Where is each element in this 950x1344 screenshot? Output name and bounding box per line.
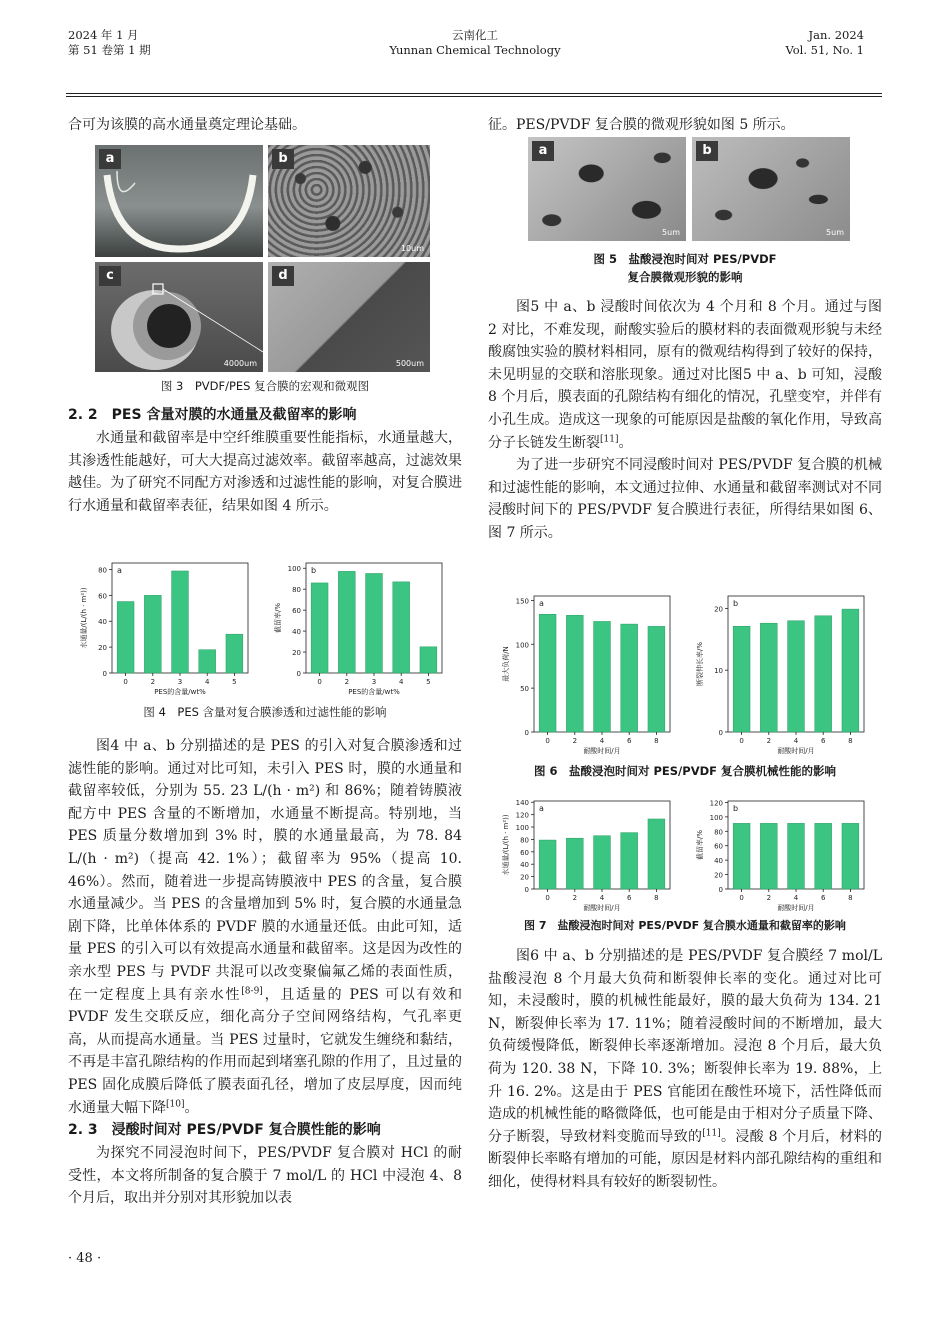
header-volume-en: Vol. 51, No. 1 xyxy=(785,43,864,57)
fig5-label-a: a xyxy=(532,141,554,161)
fig6-caption: 图 6 盐酸浸泡时间对 PES/PVDF 复合膜机械性能的影响 xyxy=(533,764,836,778)
y-axis-label: 水通量/(L/(h · m²)) xyxy=(80,587,88,649)
header-date-en: Jan. 2024 xyxy=(808,28,864,42)
x-axis-label: 耐酸时间/月 xyxy=(583,904,621,912)
y-tick-label: 20 xyxy=(714,605,723,614)
bar xyxy=(594,836,611,889)
fig5-photo-b xyxy=(692,137,850,241)
bar xyxy=(338,571,355,673)
x-axis-label: PES的含量/wt% xyxy=(154,688,206,696)
x-axis-label: 耐酸时间/月 xyxy=(777,747,815,755)
y-tick-label: 0 xyxy=(718,886,723,894)
x-tick-label: 4 xyxy=(398,678,404,686)
fig3-label-b: b xyxy=(272,149,294,169)
x-tick-label: 2 xyxy=(150,678,156,686)
y-tick-label: 140 xyxy=(515,799,529,808)
bar xyxy=(311,583,328,673)
fig3-scale-c: 4000um xyxy=(223,359,257,368)
fig4b-chart xyxy=(270,555,450,701)
x-tick-label: 0 xyxy=(739,894,744,902)
bar xyxy=(117,602,134,673)
y-tick-label: 100 xyxy=(515,641,529,650)
fig7b-chart xyxy=(692,793,872,917)
y-tick-label: 120 xyxy=(709,799,723,808)
fig3-scale-d: 500um xyxy=(395,359,424,368)
x-tick-label: 6 xyxy=(626,737,632,745)
x-tick-label: 8 xyxy=(654,737,659,745)
y-axis-label: 断裂伸长率/% xyxy=(696,641,704,687)
y-tick-label: 80 xyxy=(520,836,529,845)
x-tick-label: 0 xyxy=(739,737,744,745)
x-tick-label: 3 xyxy=(177,678,183,686)
fig3-scale-b: 10um xyxy=(400,244,424,253)
fig5-caption xyxy=(488,250,882,286)
bar xyxy=(539,840,556,889)
y-tick-label: 0 xyxy=(296,670,301,678)
x-axis-label: PES的含量/wt% xyxy=(348,688,400,696)
x-tick-label: 0 xyxy=(123,678,128,686)
fig3-label-a: a xyxy=(99,149,121,169)
fig3-photo-c xyxy=(95,262,263,372)
text-run: 图4 中 a、b 分别描述的是 PES 的引入对复合膜渗透和过滤性能的影响。通过对比可知，未引入 PES 时，膜的水通量和截留率较低，分别为 55. 23 L/(h · m²) 和 86%；随着铸膜液配方中 PES 含量的不断增加，水通量不断提高。特别地，当 PES 质量分数增加到 3% 时，膜的水通量最高，为 78. 84 L/(h · m²)（提高 42. 1%）；截留率为 95%（提高 10. 46%）。然而，随着进一步提高铸膜液中 PES 的含量，复合膜水通量减少。当 PES 的含量增加到 5% 时，复合膜的水通量急剧下降，比单体体系的 PVDF 膜的水通量还低。由此可知，适量 PES 的引入可以有效提高水通量和截留率。这是因为改性的亲水型 PES 与 PVDF 共混可以改变聚偏氟乙烯的表面性质，在一定程度上具有亲水性 xyxy=(68,738,462,1003)
bar xyxy=(420,647,437,673)
bar xyxy=(815,616,832,732)
y-tick-label: 20 xyxy=(520,873,529,882)
x-tick-label: 2 xyxy=(766,894,772,902)
y-tick-label: 60 xyxy=(520,848,529,857)
left-column-body xyxy=(68,735,462,1210)
x-axis-label: 耐酸时间/月 xyxy=(777,904,815,912)
paragraph xyxy=(488,296,882,454)
y-tick-label: 60 xyxy=(714,842,723,851)
right-column-top xyxy=(488,114,882,137)
fig3-label-d: d xyxy=(272,266,294,286)
bar xyxy=(566,615,583,732)
x-tick-label: 2 xyxy=(344,678,350,686)
bar xyxy=(621,833,638,889)
y-tick-label: 40 xyxy=(714,857,723,866)
y-tick-label: 20 xyxy=(98,644,107,653)
y-tick-label: 50 xyxy=(520,685,529,694)
x-tick-label: 0 xyxy=(317,678,322,686)
bar xyxy=(760,823,777,889)
x-tick-label: 2 xyxy=(572,894,578,902)
paragraph: 水通量和截留率是中空纤维膜重要性能指标，水通量越大，其渗透性能越好，可大大提高过滤效率。截留率越高，过滤效果越佳。为了研究不同配方对渗透和过滤性能的影响，对复合膜进行水通量和截留率表征，结果如图 4 所示。 xyxy=(68,430,462,514)
citation: [11] xyxy=(702,1128,721,1139)
x-tick-label: 6 xyxy=(626,894,632,902)
x-tick-label: 4 xyxy=(793,894,799,902)
bar xyxy=(393,582,410,673)
bar xyxy=(842,609,859,732)
x-axis-label: 耐酸时间/月 xyxy=(583,747,621,755)
fig5-caption-line2: 复合膜微观形貌的影响 xyxy=(627,270,743,284)
fig4a-chart xyxy=(76,555,256,701)
x-tick-label: 8 xyxy=(848,894,853,902)
fig3-label-c: c xyxy=(99,266,121,286)
fig5-caption-line1: 图 5 盐酸浸泡时间对 PES/PVDF xyxy=(593,252,777,266)
fig3-photo-a xyxy=(95,145,263,257)
y-tick-label: 80 xyxy=(98,566,107,575)
fig5-scale-a: 5um xyxy=(662,228,680,237)
bar xyxy=(621,624,638,732)
x-tick-label: 2 xyxy=(766,737,772,745)
text-run: ，且适量的 PES 可以有效和 PVDF 发生交联反应，细化高分子空间网络结构，气孔率更高，从而提高水通量。当 PES 过量时，它就发生缠绕和黏结，不再是丰富孔隙结构的作用而起到堵塞孔隙的作用了，且过量的 PES 固化成膜后降低了膜表面孔径，增加了皮层厚度，因而纯水通量大幅下降 xyxy=(68,986,462,1116)
journal-date-en xyxy=(785,28,864,58)
y-tick-label: 20 xyxy=(292,649,301,658)
fig4-caption: 图 4 PES 含量对复合膜渗透和过滤性能的影响 xyxy=(143,705,387,719)
x-tick-label: 5 xyxy=(232,678,237,686)
y-tick-label: 120 xyxy=(515,811,529,820)
x-tick-label: 6 xyxy=(820,737,826,745)
paragraph xyxy=(488,945,882,1194)
panel-label: b xyxy=(733,599,739,608)
x-tick-label: 4 xyxy=(793,737,799,745)
y-tick-label: 60 xyxy=(292,607,301,616)
y-tick-label: 10 xyxy=(714,667,723,676)
y-axis-label: 截留率/% xyxy=(696,829,704,861)
x-tick-label: 2 xyxy=(572,737,578,745)
y-tick-label: 80 xyxy=(292,586,301,595)
y-axis-label: 最大负荷/N xyxy=(502,646,510,682)
paragraph xyxy=(68,735,462,1119)
section-heading-2-2: 2. 2 PES 含量对膜的水通量及截留率的影响 xyxy=(68,407,357,423)
panel-label: a xyxy=(539,599,544,608)
x-tick-label: 6 xyxy=(820,894,826,902)
fig5-scale-b: 5um xyxy=(826,228,844,237)
y-tick-label: 80 xyxy=(714,828,723,837)
bar xyxy=(172,571,189,673)
bar xyxy=(144,595,161,673)
y-tick-label: 0 xyxy=(718,729,723,737)
fig5-photo-a xyxy=(528,137,686,241)
text-run: 。 xyxy=(184,1099,199,1116)
x-tick-label: 8 xyxy=(654,894,659,902)
citation: [11] xyxy=(600,433,619,444)
bar xyxy=(788,823,805,889)
header-rule xyxy=(66,93,882,94)
y-tick-label: 40 xyxy=(520,861,529,870)
right-column-body-2 xyxy=(488,945,882,1194)
citation: [8-9] xyxy=(241,985,263,996)
paragraph: 合可为该膜的高水通量奠定理论基础。 xyxy=(68,117,306,133)
panel-label: b xyxy=(733,804,739,813)
bar xyxy=(226,634,243,673)
header-journal-en: Yunnan Chemical Technology xyxy=(389,43,561,57)
panel-label: b xyxy=(311,566,317,575)
x-tick-label: 0 xyxy=(545,894,550,902)
fig3-photo-b xyxy=(268,145,430,257)
bar xyxy=(539,614,556,732)
fig3-caption: 图 3 PVDF/PES 复合膜的宏观和微观图 xyxy=(160,379,370,393)
bar xyxy=(788,621,805,732)
fig7-caption: 图 7 盐酸浸泡时间对 PES/PVDF 复合膜水通量和截留率的影响 xyxy=(524,919,846,932)
citation: [10] xyxy=(166,1098,185,1109)
bar xyxy=(815,823,832,889)
fig3-photo-d xyxy=(268,262,430,372)
x-tick-label: 4 xyxy=(204,678,210,686)
y-tick-label: 20 xyxy=(714,871,723,880)
y-axis-label: 截留率/% xyxy=(274,602,282,634)
x-tick-label: 4 xyxy=(599,894,605,902)
header-journal-cn: 云南化工 xyxy=(452,28,498,42)
header-rule-2 xyxy=(66,96,882,97)
fig6a-chart xyxy=(498,588,678,760)
x-tick-label: 8 xyxy=(848,737,853,745)
right-column-body-1 xyxy=(488,296,882,545)
x-tick-label: 5 xyxy=(426,678,431,686)
left-column-top xyxy=(68,114,462,137)
bar xyxy=(366,573,383,673)
bar xyxy=(199,650,216,673)
y-tick-label: 0 xyxy=(524,729,529,737)
bar xyxy=(842,823,859,889)
paragraph: 征。PES/PVDF 复合膜的微观形貌如图 5 所示。 xyxy=(488,117,795,133)
y-tick-label: 100 xyxy=(287,565,301,574)
paragraph: 为探究不同浸泡时间下，PES/PVDF 复合膜对 HCl 的耐受性，本文将所制备的复合膜于 7 mol/L 的 HCl 中浸泡 4、8 个月后，取出并分别对其形貌加以表 xyxy=(68,1145,462,1207)
y-tick-label: 150 xyxy=(515,597,529,606)
y-tick-label: 100 xyxy=(515,824,529,833)
bar xyxy=(594,621,611,732)
y-tick-label: 0 xyxy=(524,886,529,894)
fig5-label-b: b xyxy=(696,141,718,161)
left-column-section-2-2 xyxy=(68,404,462,517)
bar xyxy=(648,819,665,889)
header-volume: 第 51 卷第 1 期 xyxy=(68,43,151,57)
y-tick-label: 40 xyxy=(98,618,107,627)
y-tick-label: 0 xyxy=(102,670,107,678)
x-tick-label: 0 xyxy=(545,737,550,745)
y-tick-label: 40 xyxy=(292,628,301,637)
fig7a-chart xyxy=(498,793,678,917)
text-run: 图5 中 a、b 浸酸时间依次为 4 个月和 8 个月。通过与图 2 对比，不难发现，耐酸实验后的膜材料的表面微观形貌与未经酸腐蚀实验的膜材料相同，原有的微观结构得到了较好的保持，未见明显的交联和溶胀现象。通过对比图5 中 a、b 可知，浸酸 8 个月后，膜表面的孔隙结构有细化的情况，孔壁变窄，并伴有小孔生成。造成这一现象的可能原因是盐酸的氧化作用，导致高分子长链发生断裂 xyxy=(488,299,882,451)
text-run: 。 xyxy=(618,434,633,451)
bar xyxy=(733,823,750,889)
text-run: 图6 中 a、b 分别描述的是 PES/PVDF 复合膜经 7 mol/L 盐酸浸泡 8 个月最大负荷和断裂伸长率的变化。通过对比可知，未浸酸时，膜的机械性能最好，膜的最大负荷为 134. 21 N，断裂伸长率为 17. 11%；随着浸酸时间的不断增加，最大负荷缓慢降低，断裂伸长率逐渐增加。浸泡 8 个月后，最大负荷为 120. 38 N，下降 10. 3%；断裂伸长率为 19. 88%，上升 16. 2%。这是由于 PES 官能团在酸性环境下，活性降低而造成的机械性能的略微降低，也可能是由于相对分子质量下降、分子断裂，导致材料变脆而导致的 xyxy=(488,948,882,1145)
panel-label: a xyxy=(539,804,544,813)
text-run: 。浸酸 8 个月后，材料的断裂伸长率略有增加的可能，原因是材料内部孔隙结构的重组和细化，使得材料具有较好的断裂韧性。 xyxy=(488,1128,882,1190)
x-tick-label: 4 xyxy=(599,737,605,745)
fig6b-chart xyxy=(692,588,872,760)
y-axis-label: 水通量/(L/(h · m²)) xyxy=(502,814,510,876)
y-tick-label: 100 xyxy=(709,813,723,822)
panel-label: a xyxy=(117,566,122,575)
x-tick-label: 3 xyxy=(371,678,377,686)
bar xyxy=(760,623,777,732)
header-date: 2024 年 1 月 xyxy=(68,28,139,42)
bar xyxy=(733,626,750,732)
bar xyxy=(566,838,583,889)
section-heading-2-3: 2. 3 浸酸时间对 PES/PVDF 复合膜性能的影响 xyxy=(68,1122,381,1139)
paragraph: 为了进一步研究不同浸酸时间对 PES/PVDF 复合膜的机械和过滤性能的影响，本文通过拉伸、水通量和截留率测试对不同浸酸时间下的 PES/PVDF 复合膜进行表征，所得结果如图 6、图 7 所示。 xyxy=(488,457,882,541)
page-number: · 48 · xyxy=(68,1251,102,1266)
y-tick-label: 60 xyxy=(98,592,107,601)
bar xyxy=(648,626,665,732)
